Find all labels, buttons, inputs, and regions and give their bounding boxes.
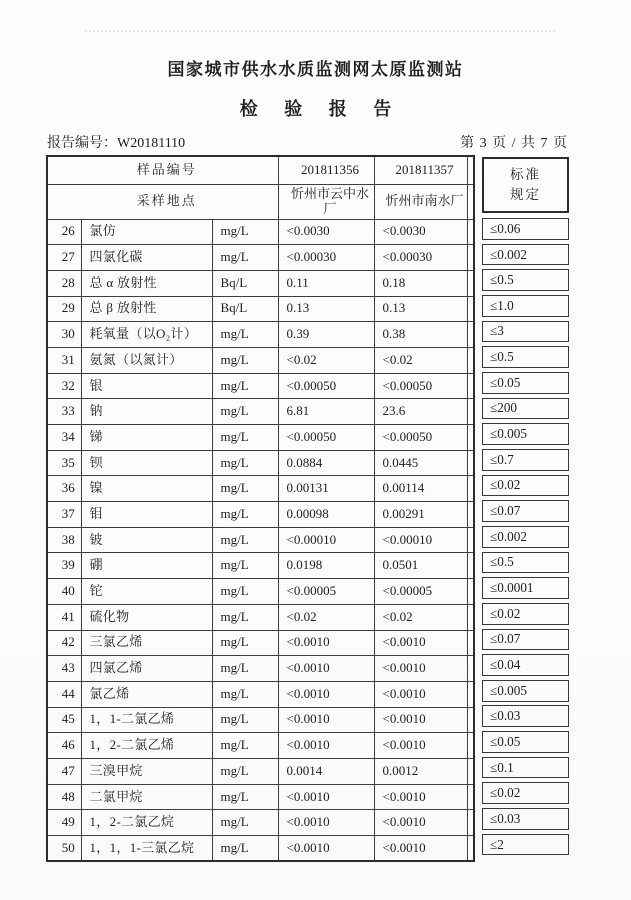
- standard-header-line2: 规定: [510, 187, 541, 202]
- spacer-cell: [467, 476, 474, 502]
- parameter-name: 硼: [81, 553, 212, 579]
- sample2-value: <0.0010: [374, 656, 467, 682]
- sample1-value: <0.00010: [278, 527, 374, 553]
- unit-value: mg/L: [212, 245, 278, 271]
- sample1-value: <0.0010: [278, 656, 374, 682]
- row-number: 29: [47, 296, 81, 322]
- parameter-name: 钡: [81, 450, 212, 476]
- row-number: 43: [47, 656, 81, 682]
- sample1-value: 0.0014: [278, 758, 374, 784]
- row-number: 30: [47, 322, 81, 348]
- standard-limit: ≤0.07: [482, 500, 569, 522]
- results-table-header: [47, 156, 474, 219]
- sample1-value: <0.00005: [278, 579, 374, 605]
- row-number: 31: [47, 347, 81, 373]
- table-row: [47, 656, 474, 682]
- meta-row: [47, 132, 568, 152]
- sample2-value: 0.18: [374, 270, 467, 296]
- sample2-value: <0.00010: [374, 527, 467, 553]
- spacer-cell: [467, 502, 474, 528]
- sample-id-2: 201811357: [374, 156, 467, 184]
- row-number: 50: [47, 836, 81, 862]
- table-row: [47, 296, 474, 322]
- standard-limit: ≤0.5: [482, 269, 569, 291]
- report-number: [47, 132, 185, 152]
- standard-limit: ≤0.5: [482, 346, 569, 368]
- spacer-cell: [467, 219, 474, 245]
- parameter-name: 耗氧量（以O₂计）: [81, 322, 212, 348]
- sample2-value: <0.0010: [374, 681, 467, 707]
- sample-id-label: 样品编号: [47, 156, 278, 184]
- parameter-name: 钠: [81, 399, 212, 425]
- row-number: 40: [47, 579, 81, 605]
- report-number-label: 报告编号：: [47, 136, 117, 151]
- scan-artifact-line: [85, 30, 555, 32]
- unit-value: mg/L: [212, 733, 278, 759]
- spacer-cell: [467, 296, 474, 322]
- sample2-value: <0.0030: [374, 219, 467, 245]
- parameter-name: 钼: [81, 502, 212, 528]
- sample2-value: <0.00050: [374, 373, 467, 399]
- standard-limit: ≤0.002: [482, 526, 569, 548]
- spacer-cell: [467, 184, 474, 219]
- sample2-value: <0.0010: [374, 733, 467, 759]
- table-row: [47, 399, 474, 425]
- table-row: [47, 425, 474, 451]
- standard-limit: ≤0.05: [482, 372, 569, 394]
- unit-value: mg/L: [212, 502, 278, 528]
- sample2-value: <0.02: [374, 604, 467, 630]
- standard-limit: ≤0.06: [482, 218, 569, 240]
- table-row: [47, 245, 474, 271]
- row-number: 41: [47, 604, 81, 630]
- unit-value: mg/L: [212, 399, 278, 425]
- table-row: [47, 810, 474, 836]
- standard-limit: ≤0.04: [482, 654, 569, 676]
- table-row: [47, 707, 474, 733]
- table-row: [47, 553, 474, 579]
- unit-value: mg/L: [212, 347, 278, 373]
- sample1-value: <0.02: [278, 604, 374, 630]
- sample2-value: 0.0012: [374, 758, 467, 784]
- sample1-value: 0.39: [278, 322, 374, 348]
- results-area: [46, 155, 631, 862]
- standard-limit: ≤0.02: [482, 475, 569, 497]
- sample1-value: <0.02: [278, 347, 374, 373]
- unit-value: mg/L: [212, 630, 278, 656]
- unit-value: Bq/L: [212, 296, 278, 322]
- standard-limit: ≤0.0001: [482, 577, 569, 599]
- sample2-value: <0.00050: [374, 425, 467, 451]
- table-row: [47, 502, 474, 528]
- report-subtitle: 检 验 报 告: [239, 99, 403, 119]
- standard-limit: ≤0.005: [482, 680, 569, 702]
- row-number: 49: [47, 810, 81, 836]
- standard-limit: ≤0.05: [482, 731, 569, 753]
- parameter-name: 锑: [81, 425, 212, 451]
- sample1-value: 0.0198: [278, 553, 374, 579]
- table-row: [47, 476, 474, 502]
- table-row: [47, 579, 474, 605]
- table-row: [47, 322, 474, 348]
- table-row: [47, 270, 474, 296]
- sample2-value: 0.13: [374, 296, 467, 322]
- parameter-name: 氨氮（以氮计）: [81, 347, 212, 373]
- sample1-value: 0.00098: [278, 502, 374, 528]
- results-table: [46, 155, 475, 862]
- results-tbody: [47, 219, 474, 861]
- page-indicator: 第 3 页 / 共 7 页: [460, 136, 568, 151]
- unit-value: mg/L: [212, 810, 278, 836]
- row-number: 36: [47, 476, 81, 502]
- sample1-value: 0.13: [278, 296, 374, 322]
- spacer-cell: [467, 836, 474, 862]
- parameter-name: 1，1，1-三氯乙烷: [81, 836, 212, 862]
- spacer-cell: [467, 373, 474, 399]
- standard-limit: ≤0.03: [482, 705, 569, 727]
- row-number: 45: [47, 707, 81, 733]
- spacer-cell: [467, 681, 474, 707]
- row-number: 33: [47, 399, 81, 425]
- standard-limit: ≤0.005: [482, 423, 569, 445]
- table-row: [47, 784, 474, 810]
- parameter-name: 四氯化碳: [81, 245, 212, 271]
- row-number: 35: [47, 450, 81, 476]
- table-row: [47, 630, 474, 656]
- spacer-cell: [467, 425, 474, 451]
- table-row: [47, 527, 474, 553]
- row-number: 32: [47, 373, 81, 399]
- report-number-value: W20181110: [117, 136, 186, 151]
- standard-column: [482, 155, 569, 859]
- sample1-value: 0.00131: [278, 476, 374, 502]
- unit-value: mg/L: [212, 450, 278, 476]
- spacer-cell: [467, 707, 474, 733]
- sample1-value: <0.0010: [278, 681, 374, 707]
- unit-value: mg/L: [212, 579, 278, 605]
- spacer-cell: [467, 270, 474, 296]
- spacer-cell: [467, 604, 474, 630]
- location-label: 采样地点: [47, 184, 278, 219]
- sample1-value: <0.00050: [278, 373, 374, 399]
- page-title: 国家城市供水水质监测网太原监测站: [167, 60, 464, 79]
- row-number: 46: [47, 733, 81, 759]
- spacer-cell: [467, 399, 474, 425]
- sample1-value: <0.0010: [278, 733, 374, 759]
- sample1-value: 0.0884: [278, 450, 374, 476]
- spacer-cell: [467, 656, 474, 682]
- unit-value: mg/L: [212, 219, 278, 245]
- spacer-cell: [467, 450, 474, 476]
- row-number: 26: [47, 219, 81, 245]
- sample1-value: <0.0010: [278, 707, 374, 733]
- row-number: 27: [47, 245, 81, 271]
- table-row: [47, 604, 474, 630]
- row-number: 44: [47, 681, 81, 707]
- sample-id-row: [47, 156, 474, 184]
- location-1: 忻州市云中水厂: [278, 184, 374, 219]
- unit-value: mg/L: [212, 527, 278, 553]
- standard-cells: [482, 218, 569, 855]
- spacer-cell: [467, 810, 474, 836]
- unit-value: mg/L: [212, 681, 278, 707]
- sample1-value: <0.00050: [278, 425, 374, 451]
- sample1-value: <0.0010: [278, 630, 374, 656]
- parameter-name: 二氯甲烷: [81, 784, 212, 810]
- row-number: 38: [47, 527, 81, 553]
- standard-limit: ≤0.1: [482, 757, 569, 779]
- sample1-value: 6.81: [278, 399, 374, 425]
- sample2-value: <0.0010: [374, 784, 467, 810]
- unit-value: mg/L: [212, 604, 278, 630]
- unit-value: mg/L: [212, 553, 278, 579]
- sample2-value: <0.00030: [374, 245, 467, 271]
- standard-header: [482, 157, 569, 213]
- unit-value: mg/L: [212, 758, 278, 784]
- spacer-cell: [467, 553, 474, 579]
- standard-limit: ≤2: [482, 834, 569, 856]
- sample2-value: <0.0010: [374, 707, 467, 733]
- spacer-cell: [467, 733, 474, 759]
- sample2-value: <0.0010: [374, 810, 467, 836]
- sample1-value: <0.0010: [278, 836, 374, 862]
- standard-limit: ≤3: [482, 321, 569, 343]
- sample1-value: <0.0010: [278, 810, 374, 836]
- parameter-name: 银: [81, 373, 212, 399]
- parameter-name: 总 α 放射性: [81, 270, 212, 296]
- sample2-value: <0.0010: [374, 836, 467, 862]
- unit-value: mg/L: [212, 476, 278, 502]
- row-number: 37: [47, 502, 81, 528]
- spacer-cell: [467, 245, 474, 271]
- standard-limit: ≤0.03: [482, 808, 569, 830]
- table-row: [47, 681, 474, 707]
- unit-value: mg/L: [212, 707, 278, 733]
- spacer-cell: [467, 156, 474, 184]
- standard-limit: ≤0.02: [482, 782, 569, 804]
- standard-limit: ≤0.002: [482, 244, 569, 266]
- unit-value: mg/L: [212, 322, 278, 348]
- parameter-name: 镍: [81, 476, 212, 502]
- unit-value: mg/L: [212, 656, 278, 682]
- sample2-value: <0.00005: [374, 579, 467, 605]
- parameter-name: 铍: [81, 527, 212, 553]
- parameter-name: 1，2-二氯乙烯: [81, 733, 212, 759]
- location-2: 忻州市南水厂: [374, 184, 467, 219]
- parameter-name: 总 β 放射性: [81, 296, 212, 322]
- table-row: [47, 733, 474, 759]
- sample2-value: <0.02: [374, 347, 467, 373]
- row-number: 42: [47, 630, 81, 656]
- sample2-value: 0.00114: [374, 476, 467, 502]
- parameter-name: 1，1-二氯乙烯: [81, 707, 212, 733]
- unit-value: mg/L: [212, 373, 278, 399]
- standard-limit: ≤0.7: [482, 449, 569, 471]
- sample1-value: <0.0010: [278, 784, 374, 810]
- location-row: [47, 184, 474, 219]
- standard-header-line1: 标准: [510, 167, 541, 183]
- sample1-value: <0.0030: [278, 219, 374, 245]
- standard-limit: ≤1.0: [482, 295, 569, 317]
- spacer-cell: [467, 527, 474, 553]
- standard-limit: ≤200: [482, 398, 569, 420]
- parameter-name: 氯乙烯: [81, 681, 212, 707]
- spacer-cell: [467, 347, 474, 373]
- standard-limit: ≤0.07: [482, 629, 569, 651]
- parameter-name: 三溴甲烷: [81, 758, 212, 784]
- spacer-cell: [467, 579, 474, 605]
- standard-limit: ≤0.02: [482, 603, 569, 625]
- row-number: 34: [47, 425, 81, 451]
- table-row: [47, 450, 474, 476]
- sample2-value: 0.00291: [374, 502, 467, 528]
- table-row: [47, 758, 474, 784]
- row-number: 28: [47, 270, 81, 296]
- spacer-cell: [467, 322, 474, 348]
- spacer-cell: [467, 784, 474, 810]
- row-number: 48: [47, 784, 81, 810]
- sample1-value: 0.11: [278, 270, 374, 296]
- sample2-value: 0.38: [374, 322, 467, 348]
- row-number: 39: [47, 553, 81, 579]
- sample1-value: <0.00030: [278, 245, 374, 271]
- scan-artifact-mark: [187, 64, 197, 75]
- parameter-name: 氯仿: [81, 219, 212, 245]
- sample2-value: <0.0010: [374, 630, 467, 656]
- spacer-cell: [467, 758, 474, 784]
- sample2-value: 0.0445: [374, 450, 467, 476]
- table-row: [47, 347, 474, 373]
- parameter-name: 铊: [81, 579, 212, 605]
- spacer-cell: [467, 630, 474, 656]
- parameter-name: 1，2-二氯乙烷: [81, 810, 212, 836]
- parameter-name: 硫化物: [81, 604, 212, 630]
- unit-value: mg/L: [212, 836, 278, 862]
- sample2-value: 0.0501: [374, 553, 467, 579]
- parameter-name: 三氯乙烯: [81, 630, 212, 656]
- table-row: [47, 836, 474, 862]
- sample-id-1: 201811356: [278, 156, 374, 184]
- table-row: [47, 219, 474, 245]
- unit-value: mg/L: [212, 784, 278, 810]
- table-row: [47, 373, 474, 399]
- parameter-name: 四氯乙烯: [81, 656, 212, 682]
- row-number: 47: [47, 758, 81, 784]
- standard-limit: ≤0.5: [482, 552, 569, 574]
- unit-value: mg/L: [212, 425, 278, 451]
- unit-value: Bq/L: [212, 270, 278, 296]
- sample2-value: 23.6: [374, 399, 467, 425]
